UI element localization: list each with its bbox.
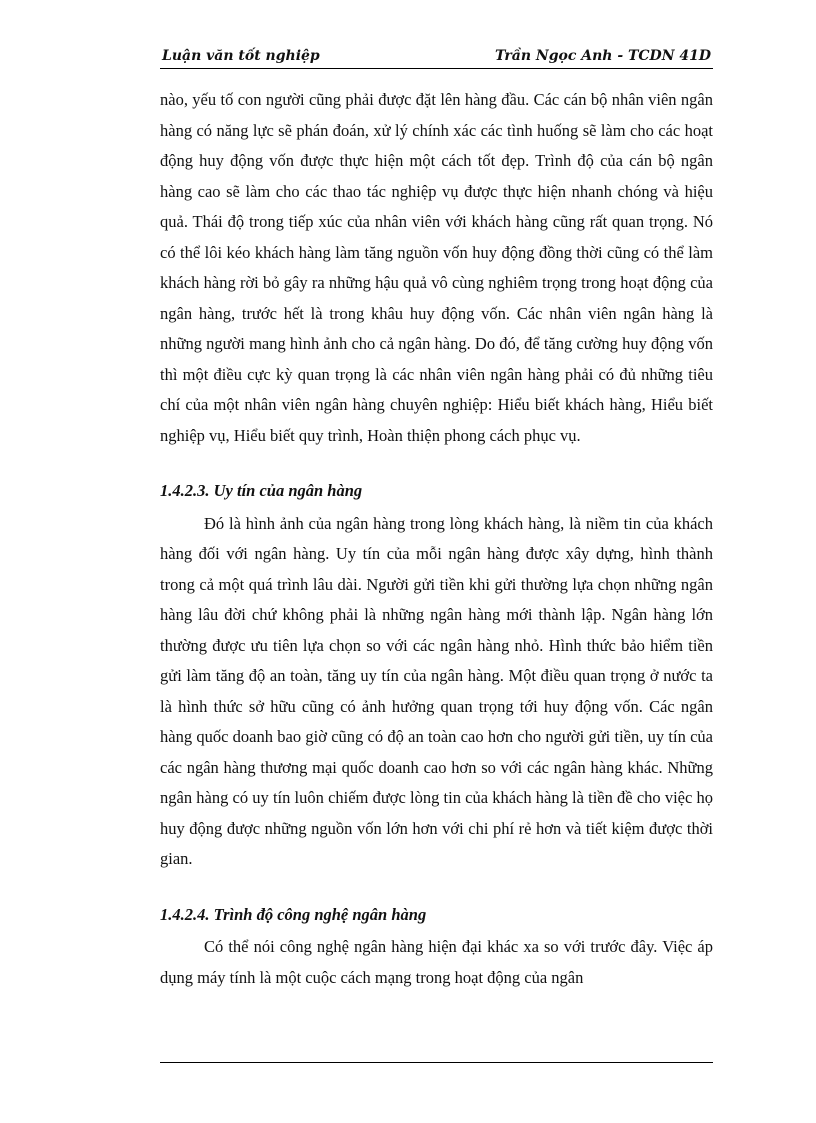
header-author: Trần Ngọc Anh - TCDN 41D xyxy=(495,48,711,64)
body-paragraph: Có thể nói công nghệ ngân hàng hiện đại khác xa so với trước đây. Việc áp dụng máy tính là một cuộc cách mạng trong hoạt động của ngân xyxy=(160,937,713,987)
page-header xyxy=(160,46,713,69)
body-paragraph: Đó là hình ảnh của ngân hàng trong lòng khách hàng, là niềm tin của khách hàng đối với ngân hàng. Uy tín của mỗi ngân hàng được xây dựng, hình thành trong cả một quá trình lâu dài. Người gửi tiền khi gửi thường lựa chọn những ngân hàng lâu đời chứ không phải là những ngân hàng mới thành lập. Ngân hàng lớn thường được ưu tiên lựa chọn so với các ngân hàng nhỏ. Hình thức bảo hiểm tiền gửi làm tăng độ an toàn, tăng uy tín của ngân hàng. Một điều quan trọng ở nước ta là hình thức sở hữu cũng có ảnh hưởng quan trọng tới huy động vốn. Các ngân hàng quốc doanh bao giờ cũng có độ an toàn cao hơn cho người gửi tiền, uy tín của các ngân hàng thương mại quốc doanh cao hơn so với các ngân hàng khác. Những ngân hàng có uy tín luôn chiếm được lòng tin của khách hàng là tiền đề cho việc họ huy động được những nguồn vốn lớn hơn với chi phí rẻ hơn và tiết kiệm được thời gian. xyxy=(160,513,713,868)
page-body xyxy=(160,85,713,993)
body-paragraph: nào, yếu tố con người cũng phải được đặt lên hàng đầu. Các cán bộ nhân viên ngân hàng có năng lực sẽ phán đoán, xử lý chính xác các tình huống sẽ làm cho các hoạt động huy động vốn được thực hiện một cách tốt đẹp. Trình độ của cán bộ ngân hàng cao sẽ làm cho các thao tác nghiệp vụ được thực hiện nhanh chóng và hiệu quả. Thái độ trong tiếp xúc của nhân viên với khách hàng cũng rất quan trọng. Nó có thể lôi kéo khách hàng làm tăng nguồn vốn huy động đồng thời cũng có thể làm khách hàng rời bỏ gây ra những hậu quả vô cùng nghiêm trọng trong hoạt động của ngân hàng, trước hết là trong khâu huy động vốn. Các nhân viên ngân hàng là những người mang hình ảnh cho cả ngân hàng. Do đó, để tăng cường huy động vốn thì một điều cực kỳ quan trọng là các nhân viên ngân hàng phải có đủ những tiêu chí của một nhân viên ngân hàng chuyên nghiệp: Hiểu biết khách hàng, Hiểu biết nghiệp vụ, Hiểu biết quy trình, Hoàn thiện phong cách phục vụ. xyxy=(160,90,713,445)
footer-divider xyxy=(160,1062,713,1063)
header-thesis-title: Luận văn tốt nghiệp xyxy=(162,48,320,64)
section-heading: 1.4.2.4. Trình độ công nghệ ngân hàng xyxy=(160,904,427,924)
section-heading: 1.4.2.3. Uy tín của ngân hàng xyxy=(160,481,363,500)
